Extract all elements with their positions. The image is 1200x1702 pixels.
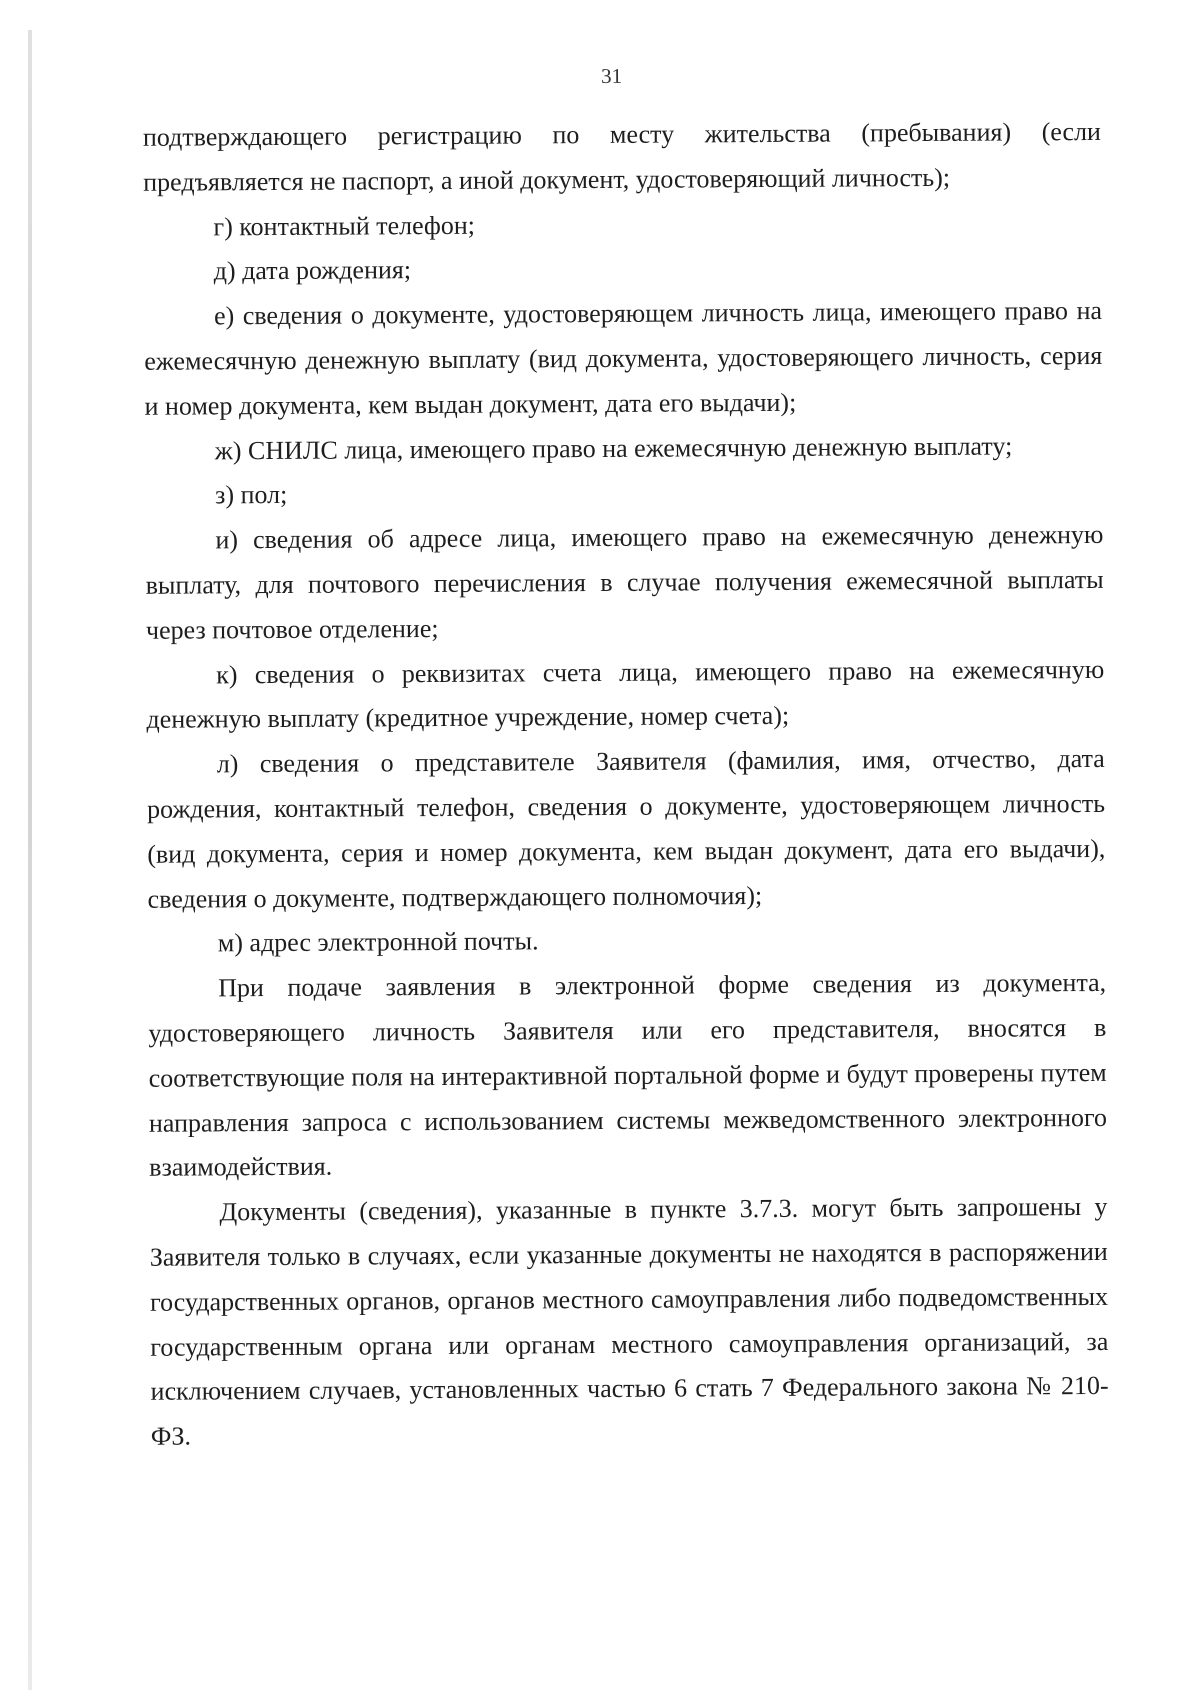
document-body [143, 110, 1109, 1460]
list-item-g-phone: г) контактный телефон; [213, 210, 476, 241]
list-item-d-birthdate: д) дата рождения; [213, 255, 412, 286]
paragraph-continuation: подтверждающего регистрацию по месту жительства (пребывания) (если предъявляется не паспорт, а иной документ, удостоверяющий личность); [142, 116, 1102, 197]
paragraph-electronic-submission: При подаче заявления в электронной форме сведения из документа, удостоверяющего личность Заявителя или его представителя, вносятся в соответствующие поля на интерактивной портальной форме и будут проверены путем направления запроса с использованием системы межведомственного электронного взаимодействия. [148, 968, 1108, 1183]
paragraph-documents-request: Документы (сведения), указанные в пункте 3.7.3. могут быть запрошены у Заявителя только в случаях, если указанные документы не находятся в распоряжении государственных органов, органов местного самоуправления либо подведомственных государственным органа или органам местного самоуправления организаций, за исключением случаев, установленных частью 6 стать 7 Федерального закона № 210-ФЗ. [149, 1192, 1109, 1451]
list-item-zh-snils: ж) СНИЛС лица, имеющего право на ежемесячную денежную выплату; [214, 431, 1013, 465]
list-item-k-bank-details: к) сведения о реквизитах счета лица, имеющего право на ежемесячную денежную выплату (кредитное учреждение, номер счета); [146, 654, 1105, 735]
list-item-i-postal-address: и) сведения об адресе лица, имеющего право на ежемесячную денежную выплату, для почтового перечисления в случае получения ежемесячной выплаты через почтовое отделение; [145, 520, 1104, 645]
list-item-l-representative: л) сведения о представителе Заявителя (фамилия, имя, отчество, дата рождения, контактный телефон, сведения о документе, удостоверяющем личность (вид документа, серия и номер документа, кем выдан документ, дата его выдачи), сведения о документе, подтверждающего полномочия); [146, 744, 1106, 914]
list-item-m-email: м) адрес электронной почты. [217, 926, 539, 958]
list-item-e-identity-document: е) сведения о документе, удостоверяющем личность лица, имеющего право на ежемесячную денежную выплату (вид документа, удостоверяющего личность, серия и номер документа, кем выдан документ, дата его выдачи); [144, 296, 1103, 421]
page-number: 31 [601, 63, 623, 88]
list-item-z-gender: з) пол; [215, 480, 288, 510]
